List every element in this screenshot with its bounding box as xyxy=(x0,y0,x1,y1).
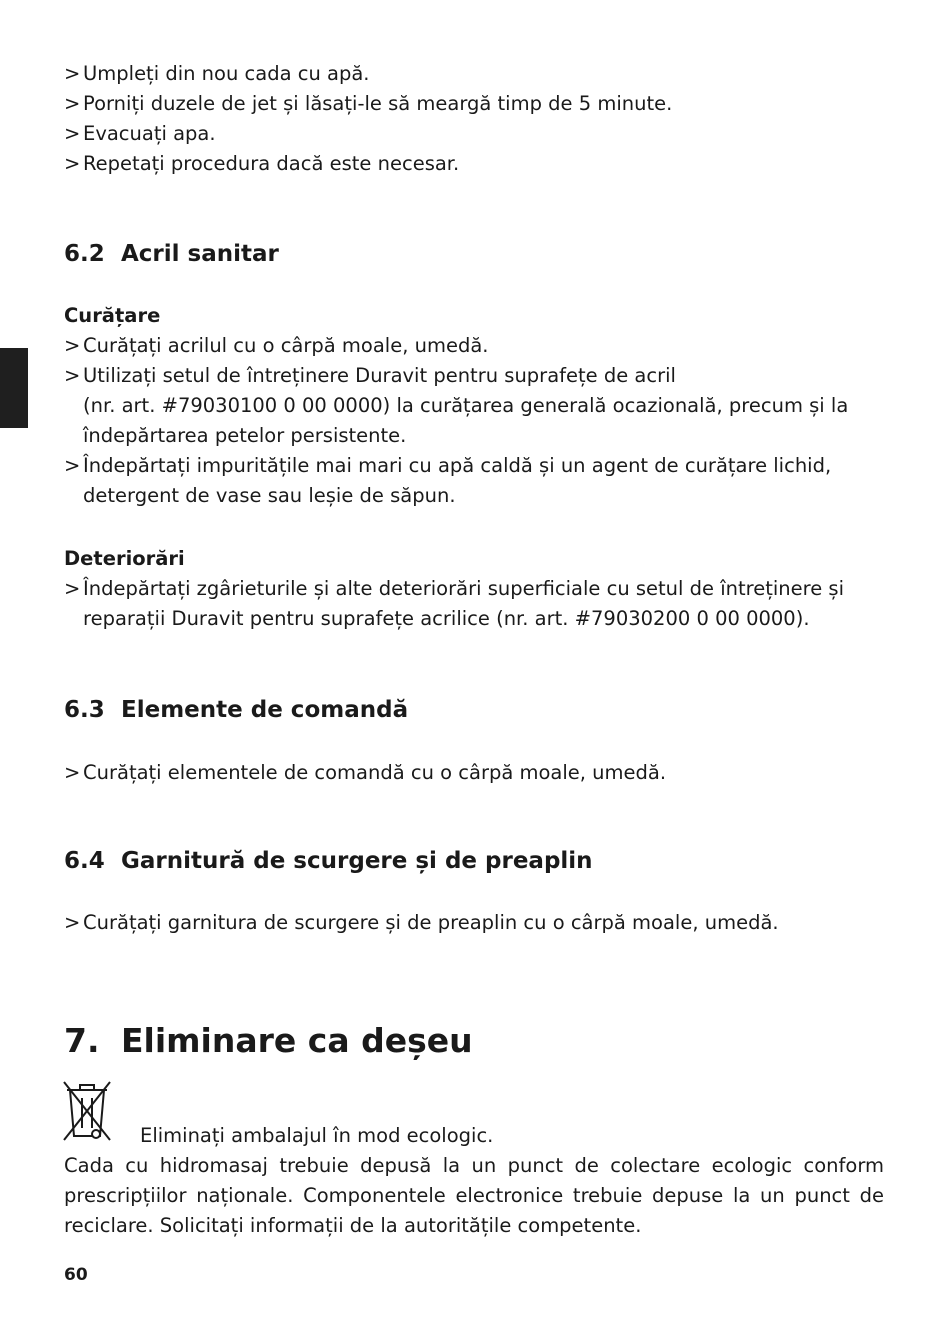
list-item: > Porniți duzele de jet și lăsați-le să meargă timp de 5 minute. xyxy=(64,92,673,115)
list-item: > Îndepărtați zgârieturile și alte deteriorări superficiale cu setul de întreținere și reparații Duravit pentru suprafețe acrilice (nr. art. #79030200 0 00 0000). xyxy=(64,577,845,630)
list-item: > Utilizați setul de întreținere Duravit pentru suprafețe de acril (nr. art. #79030100 0 00 0000) la curățarea generală ocazională, precum și la îndepărtarea petelor persistente. xyxy=(64,364,849,447)
list-item: > Umpleți din nou cada cu apă. xyxy=(64,62,370,85)
list-item: > Curățați elementele de comandă cu o cârpă moale, umedă. xyxy=(64,761,667,784)
list-item: > Îndepărtați impuritățile mai mari cu apă caldă și un agent de curățare lichid, detergent de vase sau leșie de săpun. xyxy=(64,454,832,507)
disposal-paragraph: Cada cu hidromasaj trebuie depusă la un punct de colectare ecologic conform prescripțiilor naționale. Componentele electronice trebuie depuse la un punct de reciclare. Solicitați informații de la autoritățile competente. xyxy=(64,1154,884,1237)
crossed-out-wheelie-bin-icon xyxy=(62,1078,112,1142)
chapter-tab-marker xyxy=(0,348,28,428)
cleaning-subheading: Curățare xyxy=(64,304,161,327)
cleaning-section xyxy=(64,301,884,511)
controls-bullet-list xyxy=(64,758,884,788)
list-item: > Evacuați apa. xyxy=(64,122,216,145)
list-item: > Repetați procedura dacă este necesar. xyxy=(64,152,460,175)
damage-section xyxy=(64,544,884,634)
section-heading-6-3: 6.3 Elemente de comandă xyxy=(64,697,409,723)
drain-bullet-list xyxy=(64,908,884,938)
packaging-disposal-text: Eliminați ambalajul în mod ecologic. xyxy=(140,1124,494,1147)
section-heading-6-4: 6.4 Garnitură de scurgere și de preaplin xyxy=(64,848,593,874)
list-item: > Curățați acrilul cu o cârpă moale, umedă. xyxy=(64,334,489,357)
page-number: 60 xyxy=(64,1265,88,1285)
intro-bullet-list xyxy=(64,59,884,179)
section-heading-6-2: 6.2 Acril sanitar xyxy=(64,241,279,267)
list-item: > Curățați garnitura de scurgere și de preaplin cu o cârpă moale, umedă. xyxy=(64,911,779,934)
chapter-heading-7: 7. Eliminare ca deșeu xyxy=(64,1021,473,1060)
damage-subheading: Deteriorări xyxy=(64,547,185,570)
